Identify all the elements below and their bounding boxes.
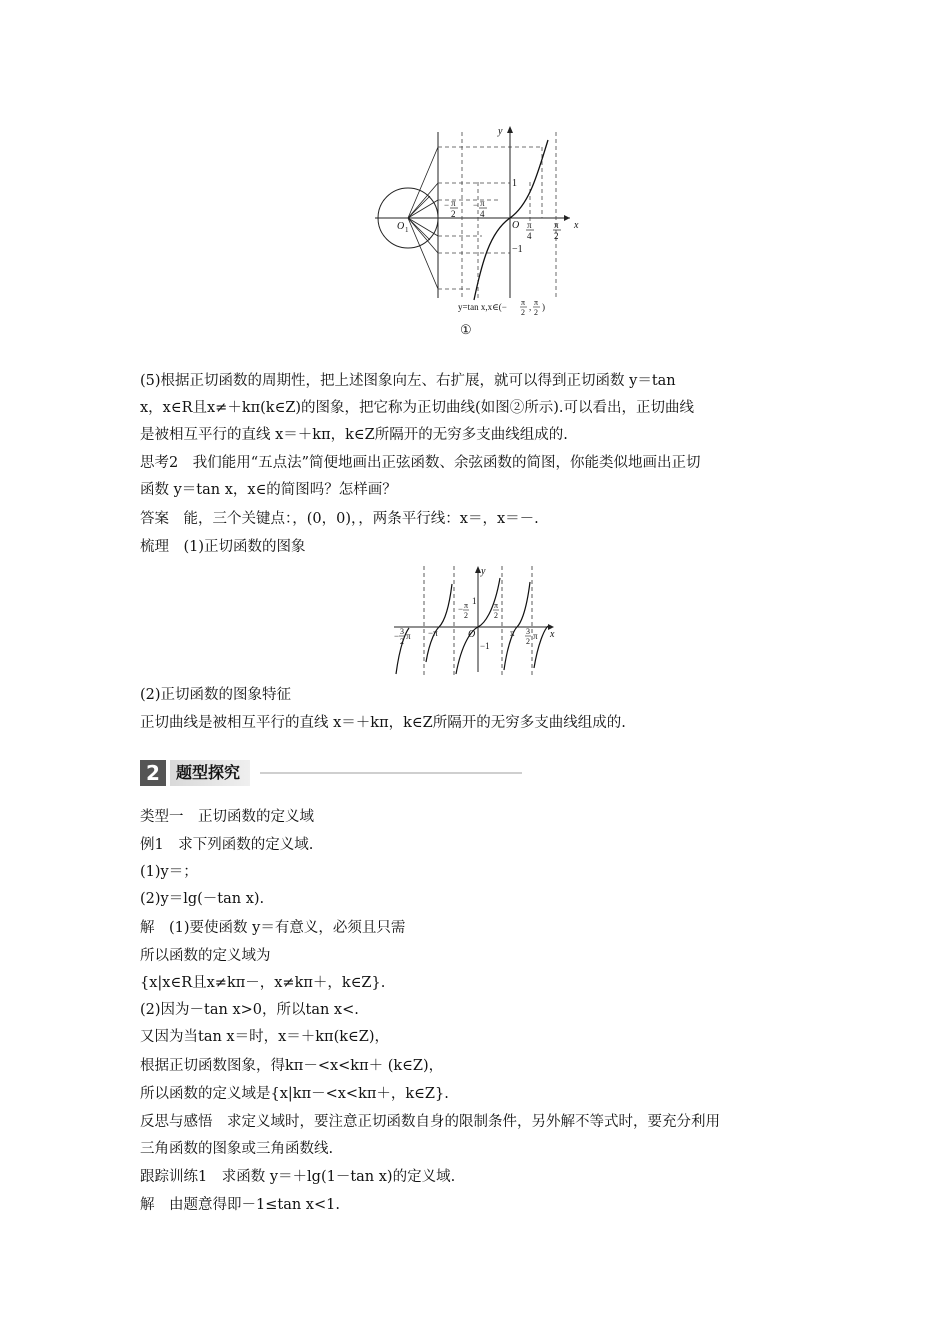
svg-text:π: π — [554, 220, 559, 230]
origin-label: O — [512, 220, 520, 231]
text-line: 思考2 我们能用“五点法”简便地画出正弦函数、余弦函数的简图，你能类似地画出正切 — [140, 455, 701, 471]
svg-text:π: π — [534, 298, 539, 307]
svg-text:2: 2 — [400, 637, 404, 646]
figure1-caption: ① — [460, 322, 472, 337]
text-line: 正切曲线是被相互平行的直线 x＝＋kπ，k∈Z所隔开的无穷多支曲线组成的. — [140, 715, 626, 731]
unit-origin-label: O — [397, 221, 405, 232]
text-line: (1)y＝； — [140, 864, 198, 880]
text-line: 三角函数的图象或三角函数线. — [140, 1141, 334, 1157]
section-rule — [260, 772, 522, 774]
svg-text:2: 2 — [534, 308, 538, 317]
text-line: x，x∈R且x≠＋kπ(k∈Z)的图象，把它称为正切曲线(如图②所示).可以看出，正切曲线 — [140, 400, 694, 416]
text-line: 反思与感悟 求定义域时，要注意正切函数自身的限制条件，另外解不等式时，要充分利用 — [140, 1114, 720, 1130]
text-line: (5)根据正切函数的周期性，把上述图象向左、右扩展，就可以得到正切函数 y＝tan — [140, 373, 676, 389]
tick-pi: π — [510, 628, 515, 638]
section-title: 题型探究 — [170, 760, 250, 786]
svg-text:): ) — [542, 302, 545, 312]
y-axis-label: y — [481, 566, 486, 577]
label-neg-one: −1 — [512, 244, 523, 255]
text-line: 答案 能，三个关键点：，(0，0)，，两条平行线：x＝，x＝－. — [140, 511, 539, 527]
tangent-construction-figure — [370, 122, 590, 344]
text-line: (2)因为－tan x>0，所以tan x<. — [140, 1002, 359, 1018]
label-neg-one: −1 — [480, 641, 490, 651]
label-one: 1 — [512, 178, 517, 189]
text-line: 解 (1)要使函数 y＝有意义，必须且只需 — [140, 920, 406, 936]
tan-branch — [504, 582, 530, 670]
text-line: (2)正切函数的图象特征 — [140, 687, 292, 703]
text-line: 例1 求下列函数的定义域. — [140, 837, 314, 853]
svg-text:−: − — [394, 631, 400, 641]
text-line: 跟踪训练1 求函数 y＝＋lg(1－tan x)的定义域. — [140, 1169, 456, 1185]
x-axis-label: x — [574, 220, 579, 231]
svg-text:π: π — [464, 601, 469, 610]
text-line: 函数 y＝tan x，x∈的简图吗？怎样画？ — [140, 482, 397, 498]
svg-text:−: − — [444, 200, 450, 210]
text-line: (2)y＝lg(－tan x). — [140, 891, 265, 907]
svg-text:π: π — [494, 601, 499, 610]
x-axis-label: x — [550, 629, 555, 640]
figure1-equation: y=tan x,x∈(− — [458, 302, 507, 312]
svg-text:π: π — [406, 631, 411, 641]
text-line: 所以函数的定义域是{x|kπ－<x<kπ＋，k∈Z}. — [140, 1086, 449, 1102]
svg-text:4: 4 — [527, 231, 532, 241]
svg-text:2: 2 — [451, 209, 456, 219]
origin-label: O — [468, 629, 476, 640]
svg-text:,: , — [529, 302, 532, 312]
svg-text:π: π — [533, 631, 538, 641]
svg-text:2: 2 — [494, 611, 498, 620]
svg-text:4: 4 — [480, 209, 485, 219]
tick-neg-pi: −π — [428, 628, 438, 638]
svg-text:π: π — [480, 198, 485, 208]
text-line: 类型一 正切函数的定义域 — [140, 809, 314, 825]
text-line: 梳理 (1)正切函数的图象 — [140, 539, 306, 555]
text-line: 所以函数的定义域为 — [140, 948, 271, 964]
text-line: 是被相互平行的直线 x＝＋kπ，k∈Z所隔开的无穷多支曲线组成的. — [140, 427, 568, 443]
tangent-curve-figure — [392, 564, 564, 678]
svg-text:π: π — [527, 220, 532, 230]
svg-text:−: − — [458, 604, 464, 614]
y-axis-label: y — [498, 126, 503, 137]
label-one: 1 — [472, 596, 477, 606]
text-line: 根据正切函数图象，得kπ－<x<kπ＋ (k∈Z)， — [140, 1058, 444, 1074]
svg-text:2: 2 — [464, 611, 468, 620]
svg-text:1: 1 — [405, 226, 409, 234]
svg-text:π: π — [451, 198, 456, 208]
section-number: 2 — [140, 760, 166, 786]
svg-text:2: 2 — [554, 231, 559, 241]
tan-curve — [474, 140, 548, 300]
svg-text:3: 3 — [526, 627, 530, 636]
svg-text:2: 2 — [526, 637, 530, 646]
text-line: {x|x∈R且x≠kπ－，x≠kπ＋，k∈Z}. — [140, 975, 386, 991]
svg-text:3: 3 — [400, 627, 404, 636]
svg-text:π: π — [521, 298, 526, 307]
svg-text:2: 2 — [521, 308, 525, 317]
section-heading — [140, 760, 522, 786]
svg-text:−: − — [473, 200, 479, 210]
text-line: 解 由题意得即－1≤tan x<1. — [140, 1197, 340, 1213]
tan-branch — [426, 584, 452, 662]
text-line: 又因为当tan x＝时，x＝＋kπ(k∈Z)， — [140, 1029, 389, 1045]
